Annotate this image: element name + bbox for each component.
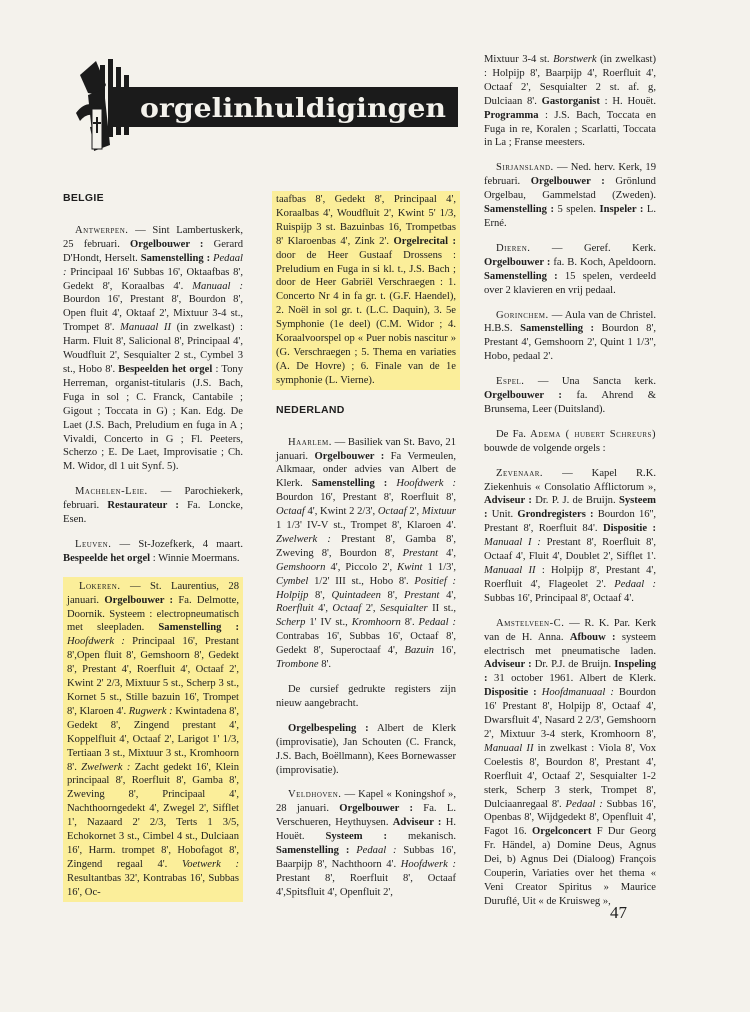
body-text: Bourdon 16', Prestant 8', Bourdon 8', Open fluit 4', Oktaaf 2', Mixtuur 3-4 st., Trompet 8'.: [63, 294, 243, 334]
field-label: Samenstelling :: [484, 270, 558, 282]
field-label: Bespeelden het orgel: [118, 363, 213, 375]
italic-term: Manuaal I :: [484, 537, 541, 549]
body-text: 8',: [308, 589, 332, 601]
italic-term: Pedaal :: [565, 798, 603, 810]
body-text: Albert de Klerk (improvisatie), Jan Schouten (C. Franck, J.S. Bach, Boëllmann), Kees Bornewasser (improvisatie).: [276, 722, 456, 776]
field-label: Orgelbouwer :: [130, 238, 204, 250]
field-label: Dispositie :: [484, 687, 537, 699]
italic-term: Pedaal :: [418, 617, 457, 629]
italic-term: Kwint: [397, 561, 423, 573]
body-text: : Tony Herreman, organist-titularis (J.S. Bach, Fuga in sol ; C. Franck, Cantabile ; Gigout ; Toccata in G) ; Kan. Edg. De Laet (J.S. Bach, Preludium en fuga in A ; Vivaldi, Concerto in G ; Fl. Peeters, Scherzo ; E. De Laet, Improvisatie ; Ch. M. Widor, dl 1 uit Synf. 5).: [63, 363, 243, 473]
body-text: 4',: [439, 589, 456, 601]
field-label: Orgelbouwer :: [339, 803, 413, 815]
italic-term: Sesquialter: [380, 603, 428, 615]
body-text: Mixtuur 3-4 st.: [484, 54, 554, 65]
body-text: Fa. Delmotte, Doornik. Systeem : electropneumatisch met sleepladen.: [67, 594, 239, 634]
body-text: Grönlund Orgelbau, Gammelstad (Zweden).: [484, 176, 656, 202]
body-text: — Ned. herv. Kerk, 19 februari.: [484, 162, 656, 188]
italic-term: Hoofdwerk :: [400, 858, 456, 870]
body-text: Subbas 16', Openbas 8', Wijdgedekt 8', Openfluit 4', Fagot 16.: [484, 798, 656, 838]
lokeren-continuation: [276, 193, 456, 388]
italic-term: Zwelwerk :: [276, 533, 331, 545]
italic-term: Octaaf: [332, 603, 362, 615]
entry: [484, 617, 656, 909]
italic-term: Pedaal :: [356, 845, 397, 857]
entry: [63, 224, 243, 474]
field-label: Orgelbouwer :: [104, 594, 174, 606]
field-label: Samenstelling :: [520, 323, 595, 335]
entry-place: Espel.: [496, 376, 525, 388]
body-text: [387, 478, 396, 489]
italic-term: Holpijp: [276, 589, 309, 601]
italic-term: Octaaf: [377, 506, 407, 518]
body-text: fa. Ahrend & Brunsema, Leer (Duitsland).: [484, 390, 657, 415]
masthead: [70, 55, 460, 155]
field-label: Adviseur :: [392, 817, 442, 829]
entry-place: Haarlem.: [288, 436, 332, 448]
italic-term: Manuaal II: [484, 742, 534, 754]
field-label: Gastorganist: [541, 95, 600, 107]
field-label: Dispositie :: [602, 523, 656, 535]
body-text: 8'.: [400, 617, 419, 629]
entry: [63, 538, 243, 566]
field-label: Adviseur :: [484, 495, 532, 507]
entry: [276, 436, 456, 672]
body-text: mekanisch.: [387, 831, 456, 843]
body-text: — R. K. Par. Kerk van de H. Anna.: [484, 617, 656, 643]
body-text: Bourdon 16', Prestant 8', Roerfluit 8',: [276, 492, 456, 504]
body-text: Bourdon 16'', Prestant 8', Roerfluit 84'.: [484, 509, 657, 535]
body-text: 8'.: [318, 659, 332, 671]
field-label: Samenstelling :: [484, 204, 554, 216]
right-entries: [484, 161, 656, 908]
field-label: Inspeling :: [484, 659, 657, 685]
entry: [484, 161, 656, 231]
italic-term: Pedaal :: [63, 252, 243, 278]
right-column: [484, 53, 656, 920]
body-text: : Winnie Moermans.: [150, 552, 240, 564]
body-text: Subbas 16', Baarpijp 8', Nachthoorn 4'.: [276, 845, 456, 870]
field-label: Orgelbespeling :: [288, 722, 369, 734]
body-text: 16',: [433, 645, 456, 657]
italic-term: Pedaal :: [614, 578, 656, 590]
body-text: 4', Kwint 2 2/3',: [304, 506, 378, 518]
entry: [63, 577, 243, 902]
entry: [484, 467, 656, 606]
body-text: : J.S. Bach, Toccata en Fuga in re, Koralen ; Scarlatti, Toccata in La ; Franse meesters.: [484, 109, 656, 149]
entry: [484, 242, 656, 298]
italic-term: Prestant: [402, 547, 439, 559]
italic-term: Trombone: [276, 659, 319, 671]
entry-place: Leuven.: [75, 538, 112, 550]
field-label: Systeem :: [484, 495, 657, 521]
italic-term: Kromhoorn: [351, 617, 401, 629]
field-label: Bespeelde het orgel: [63, 552, 151, 564]
body-text: 31 october 1961. Albert de Klerk.: [487, 673, 656, 685]
entry-place: Dieren.: [496, 242, 531, 254]
entry-place: Veldhoven.: [288, 789, 342, 801]
body-text: Unit.: [487, 509, 518, 521]
body-text: — Parochiekerk, februari.: [63, 486, 243, 512]
body-text: 4',: [438, 547, 456, 559]
body-text: Principaal 16' Subbas 16', Oktaafbas 8', Gedekt 8', Koraalbas 4'.: [63, 266, 243, 292]
entry: [276, 683, 456, 711]
page-number: 47: [610, 903, 627, 922]
body-text: L. Erné.: [484, 204, 656, 229]
body-text: 4',: [313, 603, 333, 615]
body-text: Principaal 16', Prestant 8',Open fluit 8', Gemshoorn 8', Gedekt 8', Prestant 4', Roerfluit 4', Octaaf 2', Kwint 2' 2/3, Mixtuur 5 st., Scherp 3 st., Kornet 5 st., Stille bazuin 16', Trompet 8', Klaroen 4'.: [67, 636, 239, 717]
field-label: Orgelconcert: [532, 826, 592, 838]
body-text: 1 1/3' IV-V st., Trompet 8', Klaroen 4'.: [276, 520, 456, 532]
field-label: Afbouw :: [569, 631, 616, 643]
italic-term: Hoofdmanuaal :: [541, 687, 614, 699]
body-text: H. Houët.: [276, 817, 456, 843]
body-text: systeem electrisch met pneumatische laden.: [484, 631, 656, 657]
body-text: 2',: [361, 603, 381, 615]
body-text: De Fa.: [496, 428, 531, 440]
body-text: 1/2' III st., Hobo 8'.: [308, 575, 415, 587]
body-text: — Una Sancta kerk.: [524, 376, 656, 388]
body-text: Fa Vermeulen, Alkmaar, onder advies van Albert de Klerk.: [276, 450, 456, 490]
entry-place: Machelen-Leie.: [75, 486, 148, 498]
field-label: Orgelrecital :: [393, 235, 457, 247]
body-text: De cursief gedrukte registers zijn nieuw aangebracht.: [276, 684, 456, 709]
entry: [484, 428, 656, 456]
masthead-artwork: [70, 55, 460, 155]
field-label: Samenstelling :: [140, 252, 211, 264]
body-text: bouwde de volgende orgels :: [484, 442, 606, 454]
entry: [484, 375, 656, 417]
entry: [63, 485, 243, 527]
entry-place: Amstelveen-C.: [496, 617, 565, 629]
body-text: (in zwelkast) : Harm. Fluit 8', Salicional 8', Principaal 4', Woudfluit 2', Sesquialter 2 st., Cymbel 3 st., Hobo 8'.: [63, 322, 244, 375]
body-text: II st.,: [427, 603, 456, 615]
body-text: 15 spelen, verdeeld over 2 klavieren en vrij pedaal.: [484, 270, 656, 296]
entry-place: Zevenaar.: [496, 467, 544, 479]
body-text: door de Heer Gustaaf Drossens : Preludium en Fuga in si kl. t., J.S. Bach ; door de Heer Gabriël Verschraegen : 1. Concerto Nr 4 in fa gr. t. (G.F. Haendel), 2. Noël in sol gr. t. (L.C. Daquin), 3. 5e Symphonie (1e deel) (C.M. Widor ; 4. Koraalvoorspel op « Puer nobis nascitur » (G. Verschraegen ; 5. Thema en variaties (A. De Hovre) ; 6. Finale van de 1e symphonie (L. Vierne).: [276, 249, 456, 386]
italic-term: Positief :: [414, 575, 456, 587]
middle-entries: [276, 436, 456, 900]
body-text: F Dur Georg Fr. Händel, a) Domine Deus, Agnus Dei, b) Agnus Dei (Dialoog) François Couperin, Variaties over het thema « Veni Creator Spiritus » Maurice Duruflé, Uit « de Kruisweg »,: [484, 826, 656, 907]
italic-term: Manuaal II: [484, 565, 536, 576]
body-text: — Basiliek van St. Bavo, 21 januari.: [276, 436, 456, 462]
field-label: Orgelbouwer :: [484, 390, 562, 402]
entry: [276, 788, 456, 899]
body-text: 8',: [380, 589, 404, 601]
field-label: Grondregisters :: [517, 509, 594, 521]
masthead-title: orgelinhuldigingen: [140, 94, 447, 124]
body-text: : Holpijp 8', Prestant 4', Roerfluit 4', Flageolet 2'.: [484, 565, 656, 590]
body-text: Gerard D'Hondt, Herselt.: [63, 238, 243, 264]
body-text: Zacht gedekt 16', Klein principaal 8', Roerfluit 8', Gamba 8', Zweving 8', Principaal 4', Nachthoorngedekt 4', Zwegel 2', Sifflet 1', Nazaard 2' 2/3, Terts 1 3/5, Echokornet 3 st., Cimbel 4 st., Dulciaan 16', Harm. trompet 8', Hobofagot 8', Zingend regaal 4'.: [67, 761, 239, 870]
italic-term: Manuaal :: [192, 280, 243, 292]
field-label: Samenstelling :: [276, 845, 350, 857]
italic-term: Voetwerk :: [181, 858, 239, 870]
body-text: (in zwelkast) : Holpijp 8', Baarpijp 4', Roerfluit 4', Octaaf 2', Sesquialter 2 st. af. g, Dulciaan 8'.: [484, 54, 657, 107]
body-text: 2',: [406, 506, 422, 518]
entry: [276, 722, 456, 778]
field-label: Adviseur :: [484, 659, 532, 671]
italic-term: Borstwerk: [553, 54, 597, 65]
body-text: 1 1/3',: [422, 561, 456, 573]
body-text: — Aula van de Christel. H.B.S.: [484, 309, 656, 335]
body-text: Dr. P.J. de Bruijn.: [531, 659, 615, 671]
body-text: — Sint Lambertuskerk, 25 februari.: [63, 224, 243, 250]
field-label: Inspeler :: [599, 204, 644, 216]
body-text: Contrabas 16', Subbas 16', Octaaf 8', Gedekt 8', Superoctaaf 4',: [276, 631, 456, 657]
field-label: Samenstelling :: [158, 622, 239, 634]
italic-term: Cymbel: [276, 575, 309, 587]
highlighted-lokeren-continuation: [272, 191, 460, 390]
body-text: Prestant 8', Gamba 8', Zweving 8', Bourdon 8',: [276, 533, 456, 559]
entry: [484, 309, 656, 365]
italic-term: Mixtuur: [421, 506, 456, 518]
italic-term: Scherp: [276, 617, 306, 629]
builder-name: Adema ( hubert Schreurs): [530, 428, 656, 440]
body-text: Resultantbas 32', Kontrabas 16', Subbas 16', Oc-: [67, 872, 239, 898]
body-text: in zwelkast : Viola 8', Vox Coelestis 8', Bourdon 8', Prestant 4', Roerfluit 4', Octaaf 2', Sesquialter 1-2 sterk, Scherp 3 sterk, Trompet 8', Dulciaanregaal 8'.: [484, 742, 656, 810]
body-text: Bourdon 16' Prestant 8', Holpijp 8', Octaaf 4', Dwarsfluit 4', Nasard 2 2/3', Gemshoorn 2', Mixtuur 3-4 sterk, Kromhoorn 8',: [484, 687, 656, 740]
italic-term: Manuaal II: [120, 322, 171, 334]
entry-place: Sirjansland.: [496, 162, 554, 174]
body-text: taafbas 8', Gedekt 8', Principaal 4', Koraalbas 4', Woudfluit 2', Kwint 5' 1/3, Ruispijp 3 st. Bazuinbas 16, Trompetbas 8' Klaroenbas 4', Zink 2'.: [276, 194, 456, 247]
field-label: Orgelbouwer :: [314, 450, 385, 462]
body-text: — St. Laurentius, 28 januari.: [67, 580, 239, 606]
body-text: Prestant 8', Roerfluit 8', Octaaf 4', Fluit 4', Doublet 2', Sifflet 1'.: [484, 537, 656, 563]
italic-term: Octaaf: [276, 506, 305, 518]
body-text: 5 spelen.: [554, 204, 600, 216]
body-text: Bourdon 8', Prestant 4', Gemshoorn 2', Quint 1 1/3'', Hobo, pedaal 2'.: [484, 323, 657, 363]
body-text: — Geref. Kerk.: [530, 242, 656, 254]
body-text: Fa. Loncke, Esen.: [63, 500, 243, 526]
body-text: — Kapel R.K. Ziekenhuis « Consolatio Afflictorum »,: [484, 467, 656, 493]
field-label: Programma: [484, 109, 539, 121]
body-text: 1' IV st.,: [305, 617, 352, 629]
body-text: — St-Jozefkerk, 4 maart.: [111, 538, 243, 550]
italic-term: Quintadeen: [331, 589, 381, 601]
entry-place: Lokeren.: [79, 580, 121, 592]
italic-term: Hoofdwerk :: [67, 636, 125, 648]
italic-term: Bazuin: [404, 645, 434, 657]
country-heading-nederland: NEDERLAND: [276, 403, 345, 416]
italic-term: Gemshoorn: [276, 561, 326, 573]
field-label: Samenstelling :: [311, 478, 388, 490]
entry-place: Antwerpen.: [75, 224, 129, 236]
body-text: Kwintadena 8', Gedekt 8', Zingend prestant 4', Koppelfluit 4', Octaaf 2', Larigot 1' 1/3, Tertiaan 3 st., Mixtuur 3 st., Kromhoorn 8'.: [67, 705, 239, 773]
body-text: Dr. P. J. de Bruijn.: [531, 495, 619, 507]
body-text: Fa. L. Verschueren, Heythuysen.: [276, 803, 456, 829]
field-label: Orgelbouwer :: [484, 256, 551, 268]
italic-term: Hoofdwerk :: [396, 478, 456, 490]
veldhoven-continuation: [484, 53, 656, 150]
italic-term: Rugwerk :: [128, 705, 173, 717]
country-heading-belgie: BELGIE: [63, 192, 104, 204]
middle-column: [276, 191, 456, 911]
left-column: [63, 192, 243, 913]
entry-place: Gorinchem.: [496, 309, 549, 321]
italic-term: Prestant: [404, 589, 440, 601]
left-entries: [63, 224, 243, 902]
body-text: Prestant 8', Roerfluit 8', Octaaf 4',Spitsfluit 4', Openfluit 2',: [276, 872, 456, 898]
body-text: Subbas 16', Principaal 8', Octaaf 4'.: [484, 592, 634, 604]
body-text: : H. Houët.: [599, 95, 656, 107]
italic-term: Zwelwerk :: [81, 761, 131, 773]
body-text: 4', Piccolo 2',: [325, 561, 398, 573]
field-label: Restaurateur :: [107, 500, 179, 512]
body-text: — Kapel « Koningshof », 28 januari.: [276, 789, 456, 815]
italic-term: Roerfluit: [276, 603, 314, 615]
field-label: Systeem :: [325, 831, 388, 843]
field-label: Orgelbouwer :: [530, 176, 605, 188]
body-text: fa. B. Koch, Apeldoorn.: [550, 256, 656, 268]
